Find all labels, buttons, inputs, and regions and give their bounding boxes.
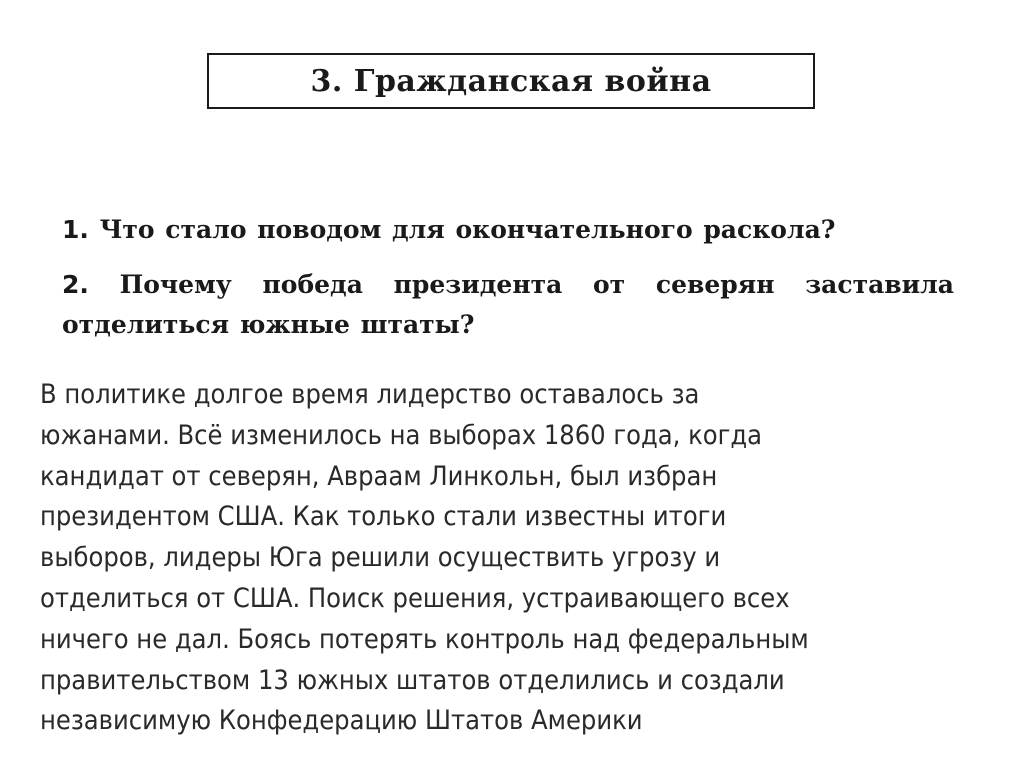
question-2-text-line-1: Почему победа президента от северян заставила xyxy=(88,270,954,299)
body-line: ничего не дал. Боясь потерять контроль над федеральным xyxy=(40,623,809,655)
body-line: кандидат от северян, Авраам Линкольн, был избран xyxy=(40,460,718,492)
slide-title: 3. Гражданская война xyxy=(310,63,712,99)
question-1 xyxy=(62,210,954,250)
body-paragraph xyxy=(40,375,1000,742)
question-2-number: 2. xyxy=(62,270,89,299)
question-1-text: Что стало поводом для окончательного раскола? xyxy=(88,215,836,244)
question-2-text-line-2: отделиться южные штаты? xyxy=(62,310,475,339)
title-box xyxy=(207,53,815,109)
question-2 xyxy=(62,265,954,345)
body-line: В политике долгое время лидерство оставалось за xyxy=(40,379,700,410)
body-line: правительством 13 южных штатов отделились и создали xyxy=(40,664,785,696)
body-line: южанами. Всё изменилось на выборах 1860 года, когда xyxy=(40,419,763,451)
question-1-number: 1. xyxy=(62,215,89,244)
body-line: отделиться от США. Поиск решения, устраивающего всех xyxy=(40,582,790,614)
body-line: президентом США. Как только стали известны итоги xyxy=(40,501,727,533)
body-line: независимую Конфедерацию Штатов Америки xyxy=(40,705,643,737)
body-line: выборов, лидеры Юга решили осуществить угрозу и xyxy=(40,542,721,574)
question-2-line-1 xyxy=(62,265,954,305)
